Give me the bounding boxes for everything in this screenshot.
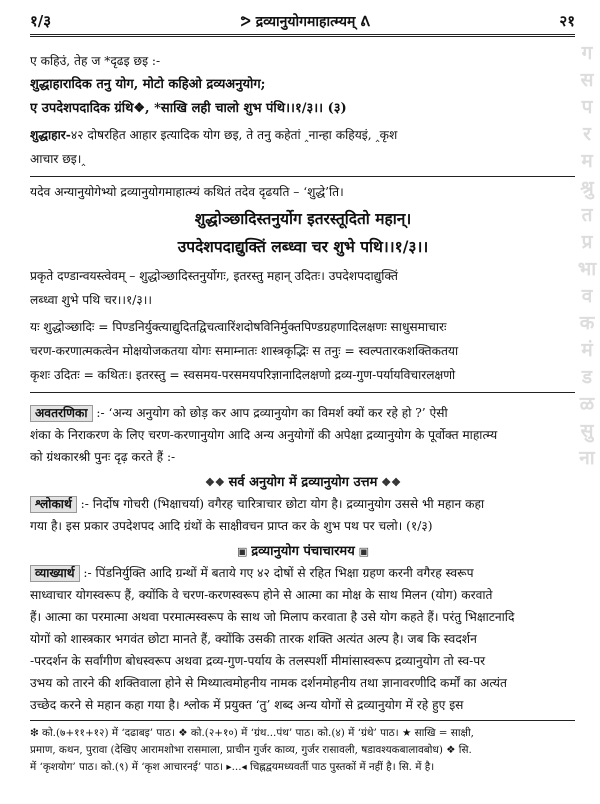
watermark-char: श्रु xyxy=(580,177,594,199)
sanskrit-commentary-3: कृशः उदितः = कथितः। इतरस्तु = स्वसमय-परसमयपरिज्ञानादिलक्षणो द्रव्य-गुण-पर्यायविचारलक्षणो xyxy=(30,368,456,382)
avataranika-line-2: शंका के निराकरण के लिए चरण-करणानुयोग आदि अन्य अनुयोगों की अपेक्षा द्रव्यानुयोग के पूर्वोक्त माहात्म्य xyxy=(30,428,498,442)
watermark-char: ना xyxy=(579,447,595,469)
heading-text: द्रव्यानुयोग पंचाचारमय xyxy=(251,544,355,559)
watermark-char: प्र xyxy=(581,231,593,253)
section-divider xyxy=(30,176,575,177)
section-divider xyxy=(30,392,575,393)
watermark-char: स xyxy=(580,69,594,91)
gujarati-intro: ए कहिउं, तेह ज *दृढइ छइ :- xyxy=(30,54,161,68)
page-header xyxy=(30,8,575,34)
watermark-char: त xyxy=(581,204,593,226)
ornament-icon: ▣ xyxy=(354,545,369,558)
sanskrit-commentary-2: चरण-करणात्मकत्वेन मोक्षयोजकतया योगः समाम्नातः शास्त्रकृद्भिः स तनुः = स्वल्पतारकशक्तिकतया xyxy=(30,344,459,358)
gujarati-gloss-line-1 xyxy=(30,126,576,144)
avataranika-text: :- ‘अन्य अनुयोग को छोड़ कर आप द्रव्यानुयोग का विमर्श क्यों कर रहे हो ?’ ऐसी xyxy=(96,406,448,420)
watermark-char: मं xyxy=(581,339,593,361)
vyakhyarth-line-2: साध्वाचार योगस्वरूप हैं, क्योंकि वे चरण-करणस्वरूप होने से आत्मा का मोक्ष के साथ मिलन (योग) करवाते xyxy=(30,588,493,602)
watermark-char: व xyxy=(581,285,593,307)
vyakhyarth-label: व्याख्यार्थ xyxy=(30,565,80,582)
page-number-right: २१ xyxy=(559,12,575,30)
vyakhyarth-line-4: योगों को शास्त्रकार भगवंत छोटा मानते हैं, क्योंकि उसकी तारक शक्ति अत्यंत अल्प है। जब कि स्वदर्शन xyxy=(30,632,477,646)
section-heading-2 xyxy=(30,541,576,559)
vyakhyarth-line-1 xyxy=(30,564,576,582)
shlokarth-label: श्लोकार्थ xyxy=(30,496,77,513)
gujarati-verse-line-1: शुद्धाहारादिक तनु योग, मोटो कहिओ द्रव्यअनुयोग; xyxy=(30,77,266,92)
footnote-line-1: ❇ को.(७+११+१२) में ‘दढाबइ’ पाठ। ❖ को.(२+१०) में ‘ग्रंथ...पंथ’ पाठ। को.(४) में ‘ग्रंथे’ पाठ। ★ साखि = साक्षी, xyxy=(30,727,474,739)
watermark-char: म xyxy=(581,150,593,172)
page-number-left: १/३ xyxy=(30,12,52,30)
header-rule xyxy=(30,34,575,40)
vyakhyarth-line-7: उच्छेद करने से महान कहा गया है। श्लोक में प्रयुक्त ‘तु’ शब्द अन्य योगों से द्रव्यानुयोग में रहे हुए इस xyxy=(30,698,464,712)
gloss-text: ४२ दोषरहित आहार इत्यादिक योग छइ, ते तनु कहेतां ‸नान्हा कहियइं, ‸कृश xyxy=(70,128,398,142)
footnote-line-3: में ‘कृशयोग’ पाठ। को.(९) में ‘कृश आचारनई’ पाठ। ▸...◂ चिह्नद्वयमध्यवर्ती पाठ पुस्तकों में नहीं है। सि. में है। xyxy=(30,761,435,773)
watermark-char: ड xyxy=(581,366,593,388)
shlokarth-line-2: गया है। इस प्रकार उपदेशपद आदि ग्रंथों के साक्षीवचन प्राप्त कर के शुभ पथ पर चलो। (१/३) xyxy=(30,519,433,533)
sanskrit-intro: यदेव अन्यानुयोगेभ्यो द्रव्यानुयोगमाहात्म्यं कथितं तदेव दृढयति – ‘शुद्धे’ति। xyxy=(30,185,344,199)
sanskrit-anvaya-2: लब्ध्वा शुभे पथि चर।।१/३।। xyxy=(30,293,152,307)
sanskrit-commentary-1: यः शुद्धोञ्छादिः = पिण्डनिर्युक्त्याद्युदितद्विचत्वारिंशदोषविनिर्मुक्तपिण्डग्रहणादिलक्षणः साधुसमाचारः xyxy=(30,320,447,334)
shlokarth-line-1 xyxy=(30,495,576,513)
watermark-char: क xyxy=(579,312,595,334)
watermark-char: ळ xyxy=(579,393,595,415)
ornament-icon: ❖❖ xyxy=(377,476,401,489)
gloss-label: शुद्धाहार- xyxy=(30,128,71,142)
sanskrit-verse-2: उपदेशपदाद्युक्तिं लब्ध्वा चर शुभे पथि।।१/३।। xyxy=(177,237,429,256)
vyakhyarth-line-3: हैं। आत्मा का परमात्मा अथवा परमात्मस्वरूप के साथ जो मिलाप करवाता है उसे योग कहते हैं। परंतु भिक्षाटनादि xyxy=(30,610,515,624)
avataranika-line-3: को ग्रंथकारश्री पुनः दृढ़ करते हैं :- xyxy=(30,450,176,464)
vyakhyarth-line-5: -परदर्शन के सर्वांगीण बोधस्वरूप अथवा द्रव्य-गुण-पर्याय के तलस्पर्शी मीमांसास्वरूप द्रव्यानुयोग तो स्व-पर xyxy=(30,654,486,668)
sanskrit-verse-1: शुद्धोञ्छादिस्तनुर्योग इतरस्तूदितो महान्। xyxy=(194,209,412,228)
watermark-char: सु xyxy=(580,420,594,442)
watermark-char: प xyxy=(581,96,593,118)
ornament-icon: ❖❖ xyxy=(205,476,229,489)
footnote-divider xyxy=(30,720,575,721)
running-title: ᕗ द्रव्यानुयोगमाहात्म्यम् ᕕ xyxy=(240,13,370,30)
shlokarth-text: :- निर्दोष गोचरी (भिक्षाचर्या) वगैरह चारित्राचार छोटा योग है। द्रव्यानुयोग उससे भी महान कहा xyxy=(80,497,485,511)
side-watermark xyxy=(576,40,598,472)
watermark-char: भा xyxy=(577,258,597,280)
avataranika-line-1 xyxy=(30,404,576,422)
footnote-line-2: प्रमाण, कथन, पुरावा (देखिए आरामशोभा रासमाला, प्राचीन गुर्जर काव्य, गुर्जर रासावली, षडावश्यकबालावबोध) ❖ सि. xyxy=(30,744,472,756)
watermark-char: ग xyxy=(581,42,593,64)
gujarati-verse-line-2: ए उपदेशपदादिक ग्रंथि❖, *साखि लही चालो शुभ पंथि।।१/३।। (३) xyxy=(30,101,347,116)
sanskrit-anvaya-1: प्रकृते दण्डान्वयस्त्वेवम् – शुद्धोञ्छादिस्तनुर्योगः, इतरस्तु महान् उदितः। उपदेशपदाद्युक्तिं xyxy=(30,269,398,283)
section-heading-1 xyxy=(30,472,576,490)
heading-text: सर्व अनुयोग में द्रव्यानुयोग उत्तम xyxy=(228,475,378,490)
avataranika-label: अवतरणिका xyxy=(30,405,93,422)
gujarati-gloss-line-2: आचार छइ।‸ xyxy=(30,152,86,166)
ornament-icon: ▣ xyxy=(237,545,252,558)
watermark-char: र xyxy=(583,123,591,145)
vyakhyarth-line-6: उभय को तारने की शक्तिवाला होने से मिथ्यात्वमोहनीय नामक दर्शनमोहनीय तथा ज्ञानावरणीदि कर्मों का अत्यंत xyxy=(30,676,507,690)
vyakhyarth-text: :- पिंडनिर्युक्ति आदि ग्रन्थों में बताये गए ४२ दोषों से रहित भिक्षा ग्रहण करनी वगैरह स्वरूप xyxy=(83,566,474,580)
